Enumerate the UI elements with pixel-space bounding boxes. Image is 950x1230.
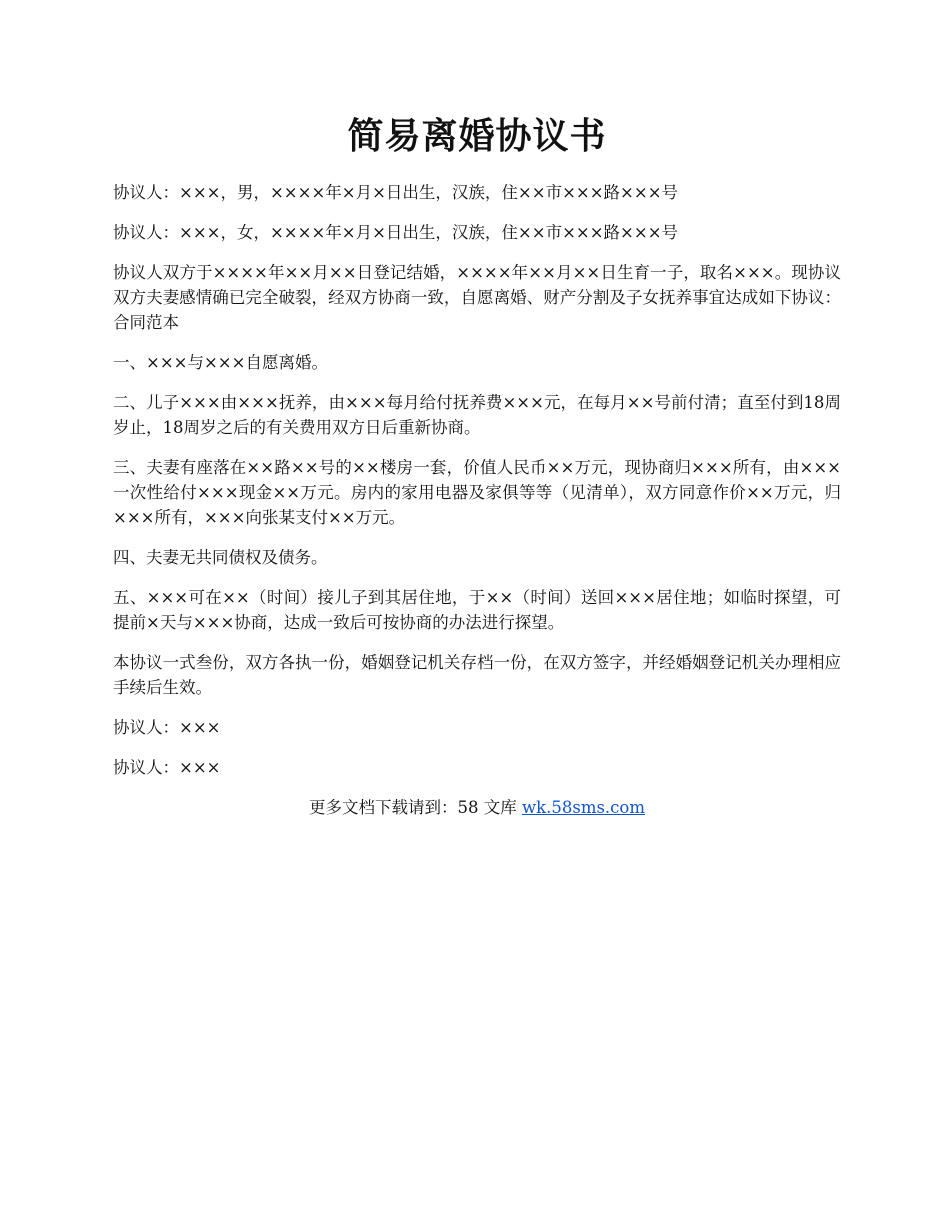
clause-4: 四、夫妻无共同债权及债务。: [113, 548, 328, 567]
signature-line-2: 协议人：×××: [113, 758, 221, 777]
clause-2: 二、儿子×××由×××抚养，由×××每月给付抚养费×××元，在每月××号前付清；直至付到18周岁止，18周岁之后的有关费用双方日后重新协商。: [113, 393, 841, 437]
clause-1: 一、×××与×××自愿离婚。: [113, 353, 328, 372]
footer-download-note: [113, 795, 841, 820]
footer-link[interactable]: wk.58sms.com: [521, 798, 645, 817]
footer-text: 更多文档下载请到：58 文库: [308, 798, 522, 817]
closing-paragraph: 本协议一式叁份，双方各执一份，婚姻登记机关存档一份，在双方签字，并经婚姻登记机关办理相应手续后生效。: [113, 653, 841, 697]
party-one-info: 协议人：×××，男，××××年×月×日出生，汉族，住××市×××路×××号: [113, 183, 679, 202]
clause-5: 五、×××可在××（时间）接儿子到其居住地，于××（时间）送回×××居住地；如临时探望，可提前×天与×××协商，达成一致后可按协商的办法进行探望。: [113, 588, 841, 632]
party-two-info: 协议人：×××，女，××××年×月×日出生，汉族，住××市×××路×××号: [113, 223, 679, 242]
preamble-paragraph: 协议人双方于××××年××月××日登记结婚，××××年××月××日生育一子，取名×××。现协议双方夫妻感情确已完全破裂，经双方协商一致，自愿离婚、财产分割及子女抚养事宜达成如下协议：合同范本: [113, 263, 841, 332]
document-page: [113, 112, 841, 820]
signature-line-1: 协议人：×××: [113, 718, 221, 737]
clause-3: 三、夫妻有座落在××路××号的××楼房一套，价值人民币××万元，现协商归×××所有，由×××一次性给付×××现金××万元。房内的家用电器及家俱等等（见清单），双方同意作价××万元，归×××所有，×××向张某支付××万元。: [113, 458, 841, 527]
document-title: 简易离婚协议书: [347, 115, 607, 157]
